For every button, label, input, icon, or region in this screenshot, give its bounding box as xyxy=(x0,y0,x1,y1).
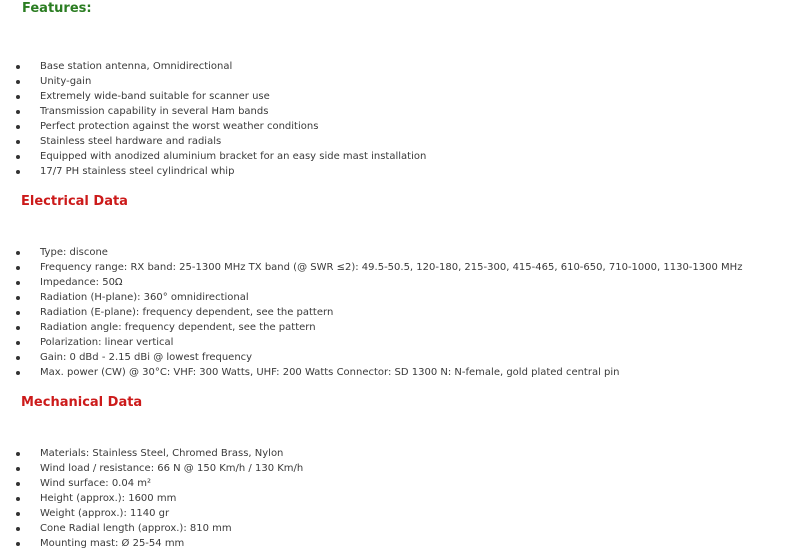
list-item xyxy=(0,104,426,119)
bullet-icon xyxy=(16,251,20,255)
list-item-text: Cone Radial length (approx.): 810 mm xyxy=(40,523,232,534)
list-item-text: Type: discone xyxy=(40,247,108,258)
list-item xyxy=(0,134,426,149)
bullet-icon xyxy=(16,110,20,114)
list-item xyxy=(0,320,742,335)
list-item-text: Wind load / resistance: 66 N @ 150 Km/h / 130 Km/h xyxy=(40,463,304,474)
bullet-icon xyxy=(16,125,20,129)
list-item xyxy=(0,164,426,179)
bullet-icon xyxy=(16,311,20,315)
list-item xyxy=(0,365,742,380)
list-item xyxy=(0,245,742,260)
list-item xyxy=(0,149,426,164)
bullet-icon xyxy=(16,341,20,345)
bullet-icon xyxy=(16,155,20,159)
list-item xyxy=(0,461,303,476)
list-item-text: Weight (approx.): 1140 gr xyxy=(40,508,170,519)
list-item-text: Materials: Stainless Steel, Chromed Brass, Nylon xyxy=(40,448,284,459)
list-item xyxy=(0,89,426,104)
list-item-text: Impedance: 50Ω xyxy=(40,277,123,288)
bullet-icon xyxy=(16,371,20,375)
bullet-icon xyxy=(16,95,20,99)
bullet-icon xyxy=(16,497,20,501)
list-item-text: Height (approx.): 1600 mm xyxy=(40,493,177,504)
bullet-icon xyxy=(16,512,20,516)
electrical-data-heading: Electrical Data xyxy=(21,194,128,209)
list-item xyxy=(0,290,742,305)
bullet-icon xyxy=(16,296,20,300)
list-item-text: 17/7 PH stainless steel cylindrical whip xyxy=(40,166,235,177)
list-item-text: Max. power (CW) @ 30°C: VHF: 300 Watts, UHF: 200 Watts Connector: SD 1300 N: N-female, gold plated central pin xyxy=(40,367,620,378)
list-item-text: Wind surface: 0.04 m² xyxy=(40,478,152,489)
list-item xyxy=(0,350,742,365)
bullet-icon xyxy=(16,65,20,69)
bullet-icon xyxy=(16,281,20,285)
list-item-text: Frequency range: RX band: 25-1300 MHz TX band (@ SWR ≤2): 49.5-50.5, 120-180, 215-300, 415-465, 610-650, 710-1000, 1130-1300 MHz xyxy=(40,262,743,273)
list-item-text: Mounting mast: Ø 25-54 mm xyxy=(40,538,185,549)
bullet-icon xyxy=(16,527,20,531)
list-item xyxy=(0,446,303,461)
bullet-icon xyxy=(16,467,20,471)
bullet-icon xyxy=(16,452,20,456)
list-item xyxy=(0,59,426,74)
list-item xyxy=(0,506,303,521)
list-item xyxy=(0,119,426,134)
bullet-icon xyxy=(16,482,20,486)
bullet-icon xyxy=(16,326,20,330)
list-item xyxy=(0,74,426,89)
list-item-text: Polarization: linear vertical xyxy=(40,337,174,348)
list-item-text: Radiation (E-plane): frequency dependent, see the pattern xyxy=(40,307,334,318)
list-item xyxy=(0,275,742,290)
bullet-icon xyxy=(16,140,20,144)
list-item-text: Equipped with anodized aluminium bracket for an easy side mast installation xyxy=(40,151,427,162)
list-item-text: Perfect protection against the worst weather conditions xyxy=(40,121,319,132)
bullet-icon xyxy=(16,266,20,270)
mechanical-data-list xyxy=(0,446,303,551)
list-item-text: Unity-gain xyxy=(40,76,92,87)
list-item xyxy=(0,305,742,320)
bullet-icon xyxy=(16,170,20,174)
list-item-text: Stainless steel hardware and radials xyxy=(40,136,222,147)
electrical-data-list xyxy=(0,245,742,380)
list-item-text: Transmission capability in several Ham bands xyxy=(40,106,269,117)
list-item-text: Extremely wide-band suitable for scanner use xyxy=(40,91,270,102)
bullet-icon xyxy=(16,80,20,84)
features-heading: Features: xyxy=(22,1,92,16)
bullet-icon xyxy=(16,356,20,360)
list-item-text: Base station antenna, Omnidirectional xyxy=(40,61,233,72)
list-item xyxy=(0,536,303,551)
list-item xyxy=(0,521,303,536)
list-item xyxy=(0,491,303,506)
mechanical-data-heading: Mechanical Data xyxy=(21,395,143,410)
list-item-text: Radiation (H-plane): 360° omnidirectional xyxy=(40,292,249,303)
list-item xyxy=(0,260,742,275)
list-item xyxy=(0,476,303,491)
list-item xyxy=(0,335,742,350)
list-item-text: Gain: 0 dBd - 2.15 dBi @ lowest frequency xyxy=(40,352,253,363)
bullet-icon xyxy=(16,542,20,546)
features-list xyxy=(0,59,426,179)
list-item-text: Radiation angle: frequency dependent, see the pattern xyxy=(40,322,316,333)
